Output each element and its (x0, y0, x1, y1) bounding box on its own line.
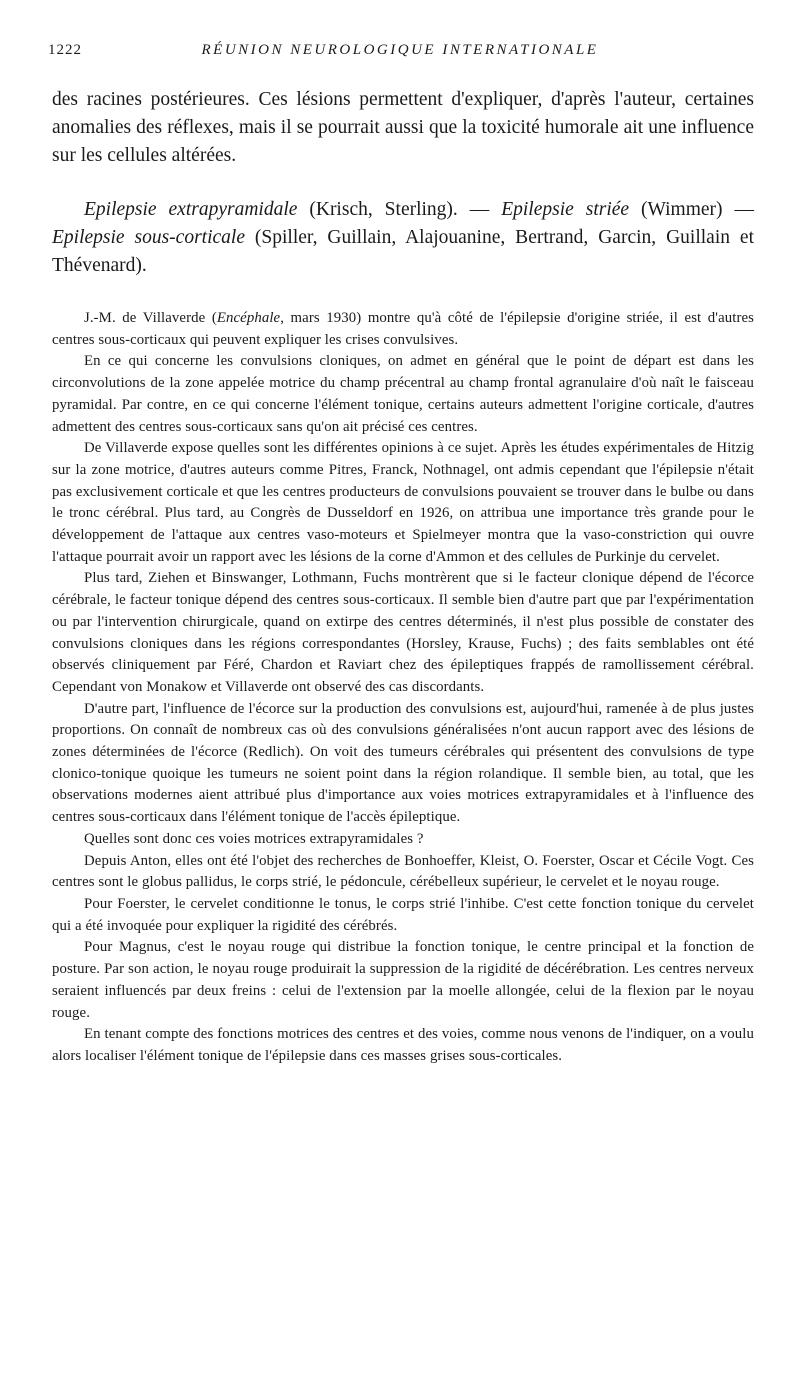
heading-title-striee: Epilepsie striée (501, 199, 630, 220)
running-head (48, 42, 752, 66)
paragraph-foerster: Pour Foerster, le cervelet conditionne le tonus, le corps strié l'inhibe. C'est cette fonction tonique du cervelet qui a été invoquée pour expliquer la rigidité des cérébrés. (52, 895, 754, 934)
p1-lead: J.-M. de Villaverde ( (84, 310, 217, 326)
heading-authors-2: (Wimmer) — (629, 199, 754, 220)
paragraph-question: Quelles sont donc ces voies motrices extrapyramidales ? (84, 830, 424, 847)
paragraph-anton: Depuis Anton, elles ont été l'objet des recherches de Bonhoeffer, Kleist, O. Foerster, Oscar et Cécile Vogt. Ces centres sont le globus pallidus, le corps strié, le pédoncule, cérébelleux supérieur, le cervelet et le noyau rouge. (52, 852, 754, 891)
heading-authors-1: (Krisch, Sterling). — (297, 199, 502, 220)
body-text (52, 86, 754, 1068)
intro-paragraph: des racines postérieures. Ces lésions permettent d'expliquer, d'après l'auteur, certaines anomalies des réflexes, mais il se pourrait aussi que la toxicité humorale ait une influence sur les cellules altérées. (52, 89, 754, 166)
paragraph-opinions: De Villaverde expose quelles sont les différentes opinions à ce sujet. Après les études expérimentales de Hitzig sur la zone motrice, d'autres auteurs comme Pitres, Franck, Nothnagel, ont admis cependant que l'épilepsie n'était pas exclusivement corticale et que les centres producteurs de convulsions pouvaient se trouver dans le bulbe ou dans le tronc cérébral. Plus tard, au Congrès de Dusseldorf en 1926, on attribua une importance très grande pour le développement de l'attaque aux centres vaso-moteurs et Spielmeyer montra que la vaso-constriction qui ouvre l'attaque pourrait avoir un rapport avec les lésions de la corne d'Ammon et des cellules de Purkinje du cervelet. (52, 440, 754, 565)
journal-title: Encéphale (216, 310, 281, 326)
paragraph-magnus: Pour Magnus, c'est le noyau rouge qui distribue la fonction tonique, le centre principal et la fonction de posture. Par son action, le noyau rouge produirait la suppression de la rigidité de décérébration. Les centres nerveux seraient influencés par deux freins : celui de l'extension par la moelle allongée, celui de la flexion par le noyau rouge. (52, 939, 754, 1021)
paragraph-influence-ecorce: D'autre part, l'influence de l'écorce sur la production des convulsions est, aujourd'hui, ramenée à de plus justes proportions. On connaît de nombreux cas où des convulsions généralisées n'ont aucun rapport avec des lésions de zones déterminées de l'écorce (Redlich). On voit des tumeurs cérébrales qui présentent des convulsions de type clonico-tonique quoique les tumeurs ne soient point dans la région rolandique. Il semble bien, au total, que les observations modernes aient attribué plus d'importance aux voies motrices extrapyramidales et à l'influence des centres sous-corticaux dans l'élément tonique de l'accès épileptique. (52, 700, 754, 826)
heading-title-extrapyramidale: Epilepsie extrapyramidale (84, 199, 298, 220)
paragraph-villaverde (52, 308, 754, 351)
p1-rest: , mars 1930) montre qu'à côté de l'épilepsie d'origine striée, il est d'autres centres sous-corticaux qui peuvent expliquer les crises convulsives. (52, 310, 754, 348)
paragraph-facteurs: Plus tard, Ziehen et Binswanger, Lothmann, Fuchs montrèrent que si le facteur clonique dépend de l'écorce cérébrale, le facteur tonique dépend des centres sous-corticaux. Il semble bien d'autre part que par l'expérimentation ou par l'intervention chirurgicale, quand on extirpe des centres déterminés, il n'est plus possible de constater des convulsions cloniques dans les régions correspondantes (Horsley, Krause, Fuchs) ; des faits semblables ont été observés cliniquement par Féré, Chardon et Raviart chez des épileptiques frappés de ramollissement cérébral. Cependant von Monakow et Villaverde ont observé des cas discordants. (52, 570, 754, 695)
paragraph-convulsions: En ce qui concerne les convulsions cloniques, on admet en général que le point de départ est dans les circonvolutions de la zone appelée motrice du champ précentral au champ frontal agranulaire d'où naît le faisceau pyramidal. Par contre, en ce qui concerne l'élément tonique, certains auteurs admettent l'origine corticale, d'autres admettent des centres sous-corticaux sans qu'on ait précisé ces centres. (52, 353, 754, 435)
section-heading (52, 196, 754, 280)
heading-title-sous-corticale: Epilepsie sous-corticale (52, 227, 245, 248)
heading-authors-3: (Spiller, Guillain, Alajouanine, Bertrand, Garcin, Guillain et Thévenard). (52, 227, 754, 276)
paragraph-conclusion: En tenant compte des fonctions motrices des centres et des voies, comme nous venons de l'indiquer, on a voulu alors localiser l'élément tonique de l'épilepsie dans ces masses grises sous-corticales. (52, 1026, 754, 1064)
running-title: RÉUNION NEUROLOGIQUE INTERNATIONALE (201, 42, 599, 58)
page-number: 1222 (48, 42, 82, 58)
